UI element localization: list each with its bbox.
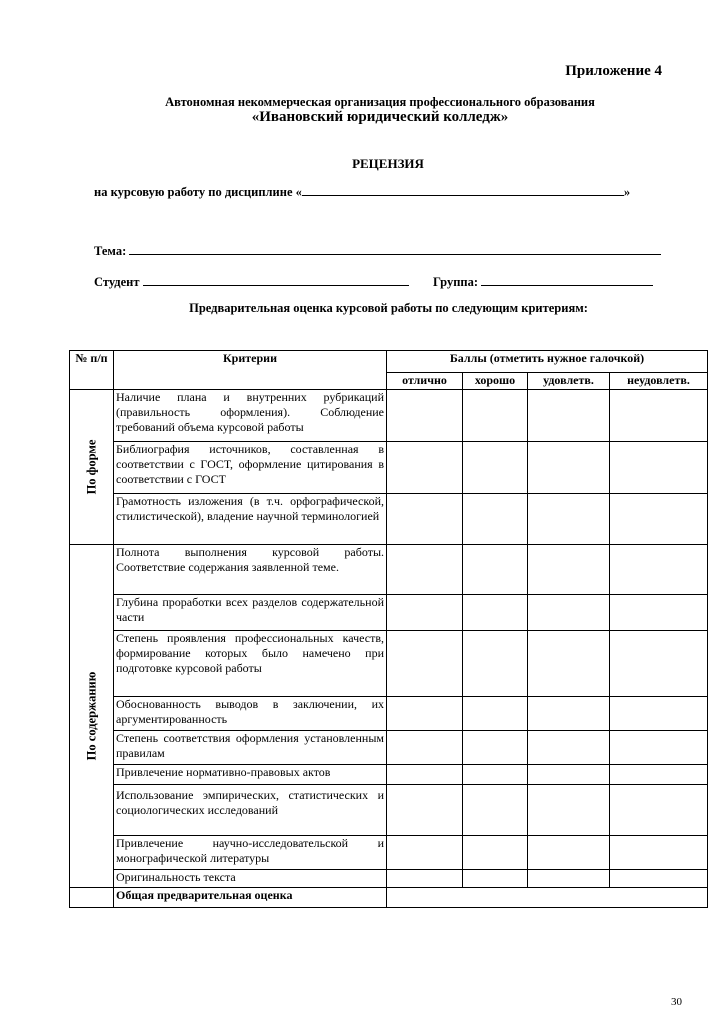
check-cell-unsatisfactory[interactable]: [610, 836, 708, 870]
table-row: [70, 442, 708, 494]
table-row: [70, 595, 708, 631]
check-cell-satisfactory[interactable]: [528, 390, 610, 442]
group-content-cell: [70, 545, 114, 888]
check-cell-excellent[interactable]: [387, 494, 463, 545]
criterion-text: Обоснованность выводов в заключении, их аргументированность: [114, 697, 387, 731]
check-cell-excellent[interactable]: [387, 836, 463, 870]
check-cell-satisfactory[interactable]: [528, 731, 610, 765]
topic-line: [94, 243, 661, 259]
col-criteria-header: Критерии: [114, 351, 387, 390]
criteria-table: [69, 350, 708, 908]
check-cell-unsatisfactory[interactable]: [610, 390, 708, 442]
check-cell-excellent[interactable]: [387, 785, 463, 836]
check-cell-excellent[interactable]: [387, 595, 463, 631]
criterion-text: Библиография источников, составленная в соответствии с ГОСТ, оформление цитирования в соответствии с ГОСТ: [114, 442, 387, 494]
table-row: [70, 494, 708, 545]
check-cell-unsatisfactory[interactable]: [610, 595, 708, 631]
check-cell-unsatisfactory[interactable]: [610, 870, 708, 888]
table-row: [70, 390, 708, 442]
table-row: [70, 785, 708, 836]
page-number: 30: [671, 996, 682, 1008]
check-cell-good[interactable]: [463, 697, 528, 731]
group-form-cell: [70, 390, 114, 545]
document-title: РЕЦЕНЗИЯ: [352, 156, 424, 171]
table-row: [70, 765, 708, 785]
criterion-text: Оригинальность текста: [114, 870, 387, 888]
discipline-prefix: на курсовую работу по дисциплине «: [94, 185, 302, 199]
table-row: [70, 631, 708, 697]
check-cell-satisfactory[interactable]: [528, 442, 610, 494]
check-cell-good[interactable]: [463, 595, 528, 631]
total-number-cell: [70, 888, 114, 908]
group-blank[interactable]: [481, 274, 653, 286]
student-blank[interactable]: [143, 274, 409, 286]
criterion-text: Степень проявления профессиональных качеств, формирование которых было намечено при подготовке курсовой работы: [114, 631, 387, 697]
table-row: [70, 836, 708, 870]
check-cell-unsatisfactory[interactable]: [610, 765, 708, 785]
check-cell-excellent[interactable]: [387, 731, 463, 765]
total-score-cell[interactable]: [387, 888, 708, 908]
check-cell-good[interactable]: [463, 390, 528, 442]
check-cell-satisfactory[interactable]: [528, 765, 610, 785]
table-row: [70, 545, 708, 595]
check-cell-satisfactory[interactable]: [528, 545, 610, 595]
check-cell-good[interactable]: [463, 631, 528, 697]
criterion-text: Наличие плана и внутренних рубрикаций (правильность оформления). Соблюдение требований объема курсовой работы: [114, 390, 387, 442]
total-row: [70, 888, 708, 908]
appendix-label: Приложение 4: [565, 63, 662, 79]
check-cell-unsatisfactory[interactable]: [610, 785, 708, 836]
criterion-text: Привлечение нормативно-правовых актов: [114, 765, 387, 785]
check-cell-satisfactory[interactable]: [528, 836, 610, 870]
grade-good: хорошо: [463, 373, 528, 390]
check-cell-good[interactable]: [463, 785, 528, 836]
check-cell-good[interactable]: [463, 765, 528, 785]
check-cell-satisfactory[interactable]: [528, 631, 610, 697]
criterion-text: Глубина проработки всех разделов содержательной части: [114, 595, 387, 631]
organization-name: Автономная некоммерческая организация профессионального образования: [165, 95, 595, 109]
check-cell-good[interactable]: [463, 442, 528, 494]
discipline-blank[interactable]: [302, 184, 624, 196]
check-cell-good[interactable]: [463, 836, 528, 870]
criterion-text: Привлечение научно-исследовательской и монографической литературы: [114, 836, 387, 870]
group-form-label: По форме: [84, 439, 98, 495]
check-cell-unsatisfactory[interactable]: [610, 631, 708, 697]
check-cell-satisfactory[interactable]: [528, 595, 610, 631]
criterion-text: Использование эмпирических, статистических и социологических исследований: [114, 785, 387, 836]
check-cell-unsatisfactory[interactable]: [610, 697, 708, 731]
student-label: Студент: [94, 275, 140, 289]
table-row: [70, 870, 708, 888]
table-row: [70, 731, 708, 765]
group-label: Группа:: [433, 275, 479, 289]
check-cell-unsatisfactory[interactable]: [610, 731, 708, 765]
discipline-line: [94, 184, 630, 200]
check-cell-excellent[interactable]: [387, 442, 463, 494]
check-cell-satisfactory[interactable]: [528, 494, 610, 545]
check-cell-unsatisfactory[interactable]: [610, 494, 708, 545]
grade-excellent: отлично: [387, 373, 463, 390]
check-cell-good[interactable]: [463, 731, 528, 765]
check-cell-excellent[interactable]: [387, 390, 463, 442]
group-content-label: По содержанию: [84, 671, 98, 761]
student-line: [94, 274, 409, 290]
grade-satisfactory: удовлетв.: [528, 373, 610, 390]
criterion-text: Грамотность изложения (в т.ч. орфографической, стилистической), владение научной терминологией: [114, 494, 387, 545]
check-cell-satisfactory[interactable]: [528, 785, 610, 836]
check-cell-good[interactable]: [463, 494, 528, 545]
check-cell-unsatisfactory[interactable]: [610, 442, 708, 494]
college-name: «Ивановский юридический колледж»: [251, 109, 509, 125]
criterion-text: Степень соответствия оформления установленным правилам: [114, 731, 387, 765]
check-cell-good[interactable]: [463, 870, 528, 888]
criterion-text: Полнота выполнения курсовой работы. Соответствие содержания заявленной теме.: [114, 545, 387, 595]
grade-unsatisfactory: неудовлетв.: [610, 373, 708, 390]
col-number-header: № п/п: [70, 351, 114, 390]
topic-blank[interactable]: [129, 243, 661, 255]
check-cell-good[interactable]: [463, 545, 528, 595]
table-row: [70, 697, 708, 731]
check-cell-unsatisfactory[interactable]: [610, 545, 708, 595]
check-cell-excellent[interactable]: [387, 545, 463, 595]
discipline-suffix: »: [623, 185, 631, 199]
group-line: [433, 274, 653, 290]
check-cell-excellent[interactable]: [387, 870, 463, 888]
topic-label: Тема:: [94, 244, 127, 258]
check-cell-excellent[interactable]: [387, 631, 463, 697]
check-cell-satisfactory[interactable]: [528, 870, 610, 888]
check-cell-excellent[interactable]: [387, 765, 463, 785]
check-cell-excellent[interactable]: [387, 697, 463, 731]
assessment-title: Предварительная оценка курсовой работы по следующим критериям:: [189, 301, 588, 315]
check-cell-satisfactory[interactable]: [528, 697, 610, 731]
col-scores-header: Баллы (отметить нужное галочкой): [387, 351, 708, 373]
total-label: Общая предварительная оценка: [114, 888, 387, 908]
